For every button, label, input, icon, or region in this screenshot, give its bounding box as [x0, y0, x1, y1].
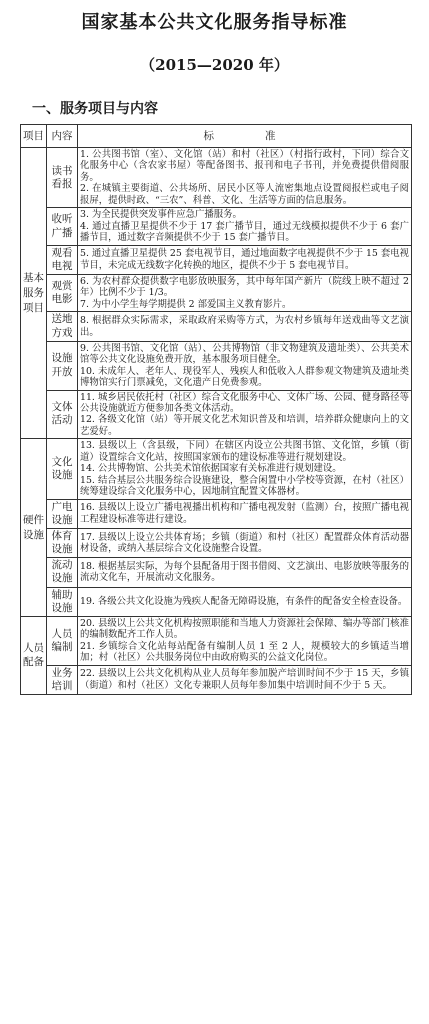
- content-cell: 辅助设施: [47, 587, 78, 616]
- standard-cell: [78, 390, 412, 439]
- table-row: [21, 665, 412, 694]
- table-row: [21, 312, 412, 341]
- category-cell: 基本服务项目: [21, 148, 47, 439]
- standard-cell: [78, 275, 412, 312]
- table-row: [21, 616, 412, 665]
- standard-item: 4. 通过直播卫星提供不少于 17 套广播节目，通过无线模拟提供不少于 6 套广播节目，通过数字音频提供不少于 15 套广播节目。: [80, 220, 409, 244]
- category-cell: 人员配备: [21, 616, 47, 694]
- standard-item: 6. 为农村群众提供数字电影放映服务，其中每年国产新片（院线上映不超过 2 年）比例不少于 1/3。: [80, 276, 409, 299]
- header-content: 内容: [47, 125, 78, 148]
- standard-cell: [78, 439, 412, 499]
- content-cell: 业务培训: [47, 665, 78, 694]
- standard-item: 12. 各级文化馆（站）等开展文化艺术知识普及和培训，培养群众健康向上的文艺爱好。: [80, 414, 409, 437]
- content-cell: 设施开放: [47, 341, 78, 390]
- table-row: [21, 439, 412, 499]
- standard-item: 8. 根据群众实际需求，采取政府采购等方式，为农村乡镇每年送戏曲等文艺演出。: [80, 315, 409, 338]
- header-project: 项目: [21, 125, 47, 148]
- standard-item: 17. 县级以上设立公共体育场；乡镇（街道）和村（社区）配置群众体育活动器材设备，或纳入基层综合文化设施整合设置。: [80, 531, 409, 555]
- table-row: [21, 245, 412, 274]
- content-cell: 收听广播: [47, 208, 78, 245]
- standard-item: 16. 县级以上设立广播电视播出机构和广播电视发射（监测）台，按照广播电视工程建设标准等进行建设。: [80, 502, 409, 525]
- category-cell: 硬件设施: [21, 439, 47, 616]
- content-cell: 体育设施: [47, 529, 78, 558]
- standard-cell: [78, 665, 412, 694]
- standard-item: 2. 在城镇主要街道、公共场所、居民小区等人流密集地点设置阅报栏或电子阅报屏，提供时政、“三农”、科普、文化、生活等方面的信息服务。: [80, 183, 409, 206]
- standard-item: 10. 未成年人、老年人、现役军人、残疾人和低收入人群参观文物建筑及遗址类博物馆实行门票减免，文化遗产日免费参观。: [80, 365, 409, 389]
- standard-item: 13. 县级以上（含县级，下同）在辖区内设立公共图书馆、文化馆，乡镇（街道）设置综合文化站，按照国家颁布的建设标准等进行规划建设。: [80, 440, 409, 463]
- standard-cell: [78, 558, 412, 587]
- table-header-row: [21, 125, 412, 148]
- section-heading: 一、服务项目与内容: [32, 101, 158, 117]
- content-cell: 人员编制: [47, 616, 78, 665]
- table-row: [21, 275, 412, 312]
- standard-cell: [78, 208, 412, 245]
- content-cell: 观赏电影: [47, 275, 78, 312]
- content-cell: 流动设施: [47, 558, 78, 587]
- table-row: [21, 341, 412, 390]
- content-cell: 文化设施: [47, 439, 78, 499]
- document-title: 国家基本公共文化服务指导标准: [81, 12, 348, 33]
- table-row: [21, 529, 412, 558]
- standard-item: 20. 县级以上公共文化机构按照职能和当地人力资源社会保障、编办等部门核准的编制数配齐工作人员。: [80, 617, 409, 641]
- standard-item: 5. 通过直播卫星提供 25 套电视节目，通过地面数字电视提供不少于 15 套电视节目，未完成无线数字化转换的地区，提供不少于 5 套电视节目。: [80, 248, 409, 271]
- standard-cell: [78, 245, 412, 274]
- content-cell: 读书看报: [47, 148, 78, 208]
- standard-item: 21. 乡镇综合文化站每站配备有编制人员 1 至 2 人，规模较大的乡镇适当增加；村（社区）公共服务岗位中由政府购买的公益文化岗位。: [80, 640, 409, 664]
- table-row: [21, 587, 412, 616]
- table-row: [21, 499, 412, 528]
- content-cell: 广电设施: [47, 499, 78, 528]
- standard-cell: [78, 499, 412, 528]
- content-cell: 观看电视: [47, 245, 78, 274]
- content-cell: 送地方戏: [47, 312, 78, 341]
- header-standard: 标 准: [78, 125, 412, 148]
- standard-item: 9. 公共图书馆、文化馆（站）、公共博物馆（非文物建筑及遗址类）、公共美术馆等公共文化设施免费开放，基本服务项目健全。: [80, 342, 409, 366]
- standard-item: 18. 根据基层实际，为每个县配备用于图书借阅、文艺演出、电影放映等服务的流动文化车，开展流动文化服务。: [80, 560, 409, 584]
- standard-item: 11. 城乡居民依托村（社区）综合文化服务中心、文体广场、公园、健身路径等公共设施就近方便参加各类文体活动。: [80, 391, 409, 414]
- document-subtitle: （2015—2020 年）: [140, 56, 289, 74]
- standard-cell: [78, 529, 412, 558]
- standard-item: 1. 公共图书馆（室）、文化馆（站）和村（社区）（村指行政村，下同）综合文化服务中心（含农家书屋）等配备图书、报刊和电子书刊，并免费提供借阅服务。: [80, 149, 409, 183]
- standard-item: 15. 结合基层公共服务综合设施建设，整合闲置中小学校等资源，在村（社区）统筹建设综合文化服务中心，因地制宜配置文体器材。: [80, 474, 409, 498]
- standard-item: 3. 为全民提供突发事件应急广播服务。: [80, 209, 242, 221]
- table-row: [21, 558, 412, 587]
- standard-cell: [78, 148, 412, 208]
- standard-cell: [78, 312, 412, 341]
- table-row: [21, 390, 412, 439]
- standard-item: 19. 各级公共文化设施为残疾人配备无障碍设施，有条件的配备安全检查设备。: [80, 595, 408, 607]
- standards-table: [20, 124, 412, 695]
- standard-item: 14. 公共博物馆、公共美术馆依据国家有关标准进行规划建设。: [80, 463, 342, 475]
- content-cell: 文体活动: [47, 390, 78, 439]
- table-row: [21, 208, 412, 245]
- table-row: [21, 148, 412, 208]
- standard-cell: [78, 587, 412, 616]
- standard-cell: [78, 341, 412, 390]
- standard-cell: [78, 616, 412, 665]
- standard-item: 22. 县级以上公共文化机构从业人员每年参加脱产培训时间不少于 15 天，乡镇（街道）和村（社区）文化专兼职人员每年参加集中培训时间不少于 5 天。: [80, 668, 409, 691]
- standard-item: 7. 为中小学生每学期提供 2 部爱国主义教育影片。: [80, 298, 292, 310]
